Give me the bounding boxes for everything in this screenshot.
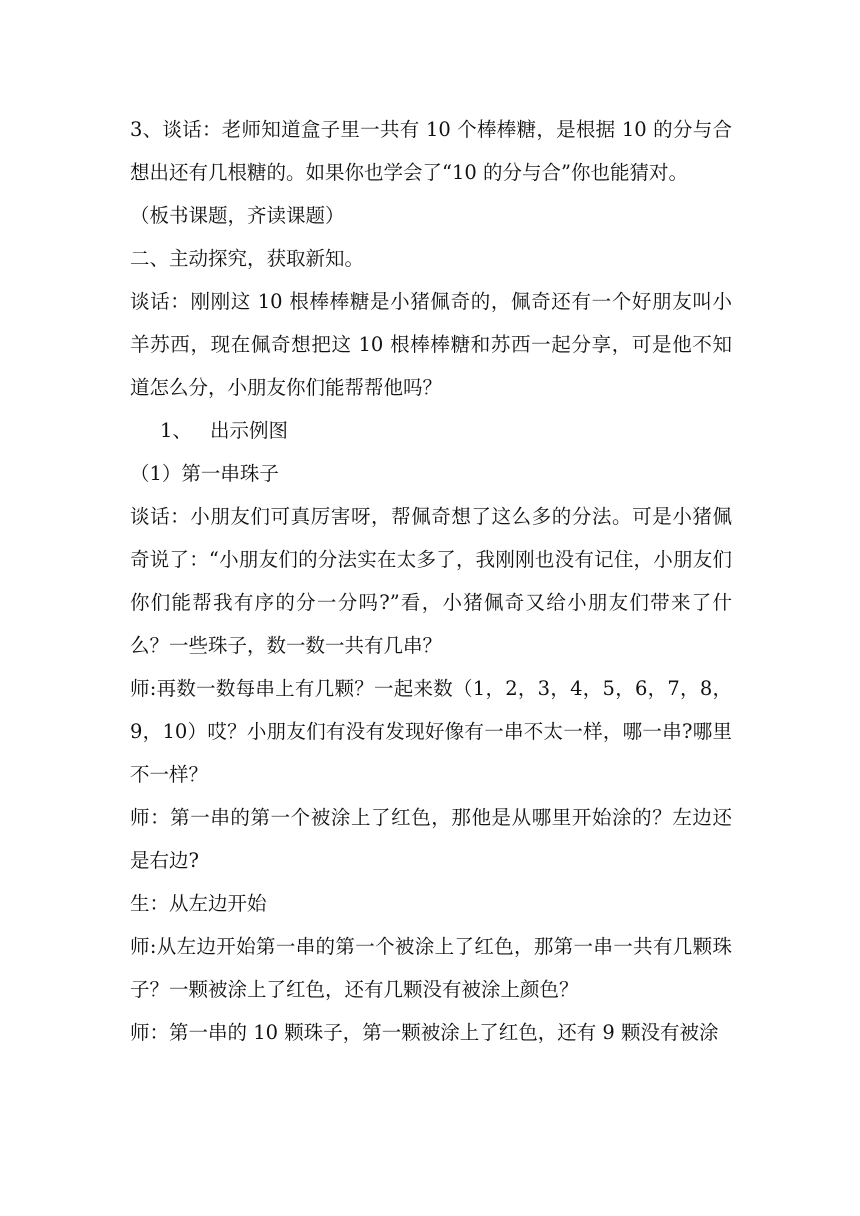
paragraph-talk-share: 谈话：刚刚这 10 根棒棒糖是小猪佩奇的，佩奇还有一个好朋友叫小羊苏西，现在佩奇想把这 10 根棒棒糖和苏西一起分享，可是他不知道怎么分，小朋友你们能帮帮他吗？ (130, 290, 732, 399)
section-heading: 二、主动探究，获取新知。 (130, 247, 365, 270)
paragraph-student-left: 生：从左边开始 (130, 892, 267, 915)
paragraph-teacher-count: 师:再数一数每串上有几颗？一起来数（1，2，3，4，5，6，7，8，9，10）哎？小朋友们有没有发现好像有一串不太一样，哪一串?哪里不一样？ (130, 677, 732, 786)
list-item-show-example (130, 409, 732, 452)
paragraph-talk-beads: 谈话：小朋友们可真厉害呀，帮佩奇想了这么多的分法。可是小猪佩奇说了：“小朋友们的分法实在太多了，我刚刚也没有记住，小朋友们你们能帮我有序的分一分吗?”看，小猪佩奇又给小朋友们带来了什么？一些珠子，数一数一共有几串？ (130, 505, 732, 657)
paragraph-board-title: （板书课题，齐读课题） (130, 204, 345, 227)
paragraph-teacher-ten: 师：第一串的 10 颗珠子，第一颗被涂上了红色，还有 9 颗没有被涂 (130, 1021, 719, 1044)
paragraph-teacher-total: 师:从左边开始第一串的第一个被涂上了红色，那第一串一共有几颗珠子？一颗被涂上了红色，还有几颗没有被涂上颜色？ (130, 935, 732, 1001)
paragraph-talk-intro: 3、谈话：老师知道盒子里一共有 10 个棒棒糖，是根据 10 的分与合想出还有几根糖的。如果你也学会了“10 的分与合”你也能猜对。 (130, 118, 732, 184)
document-body (130, 108, 732, 1054)
list-item-text: 出示例图 (210, 419, 289, 442)
list-item-number: 1、 (160, 419, 192, 442)
paragraph-teacher-red: 师：第一串的第一个被涂上了红色，那他是从哪里开始涂的？左边还是右边? (130, 806, 732, 872)
subheading-first-string: （1）第一串珠子 (130, 462, 279, 485)
